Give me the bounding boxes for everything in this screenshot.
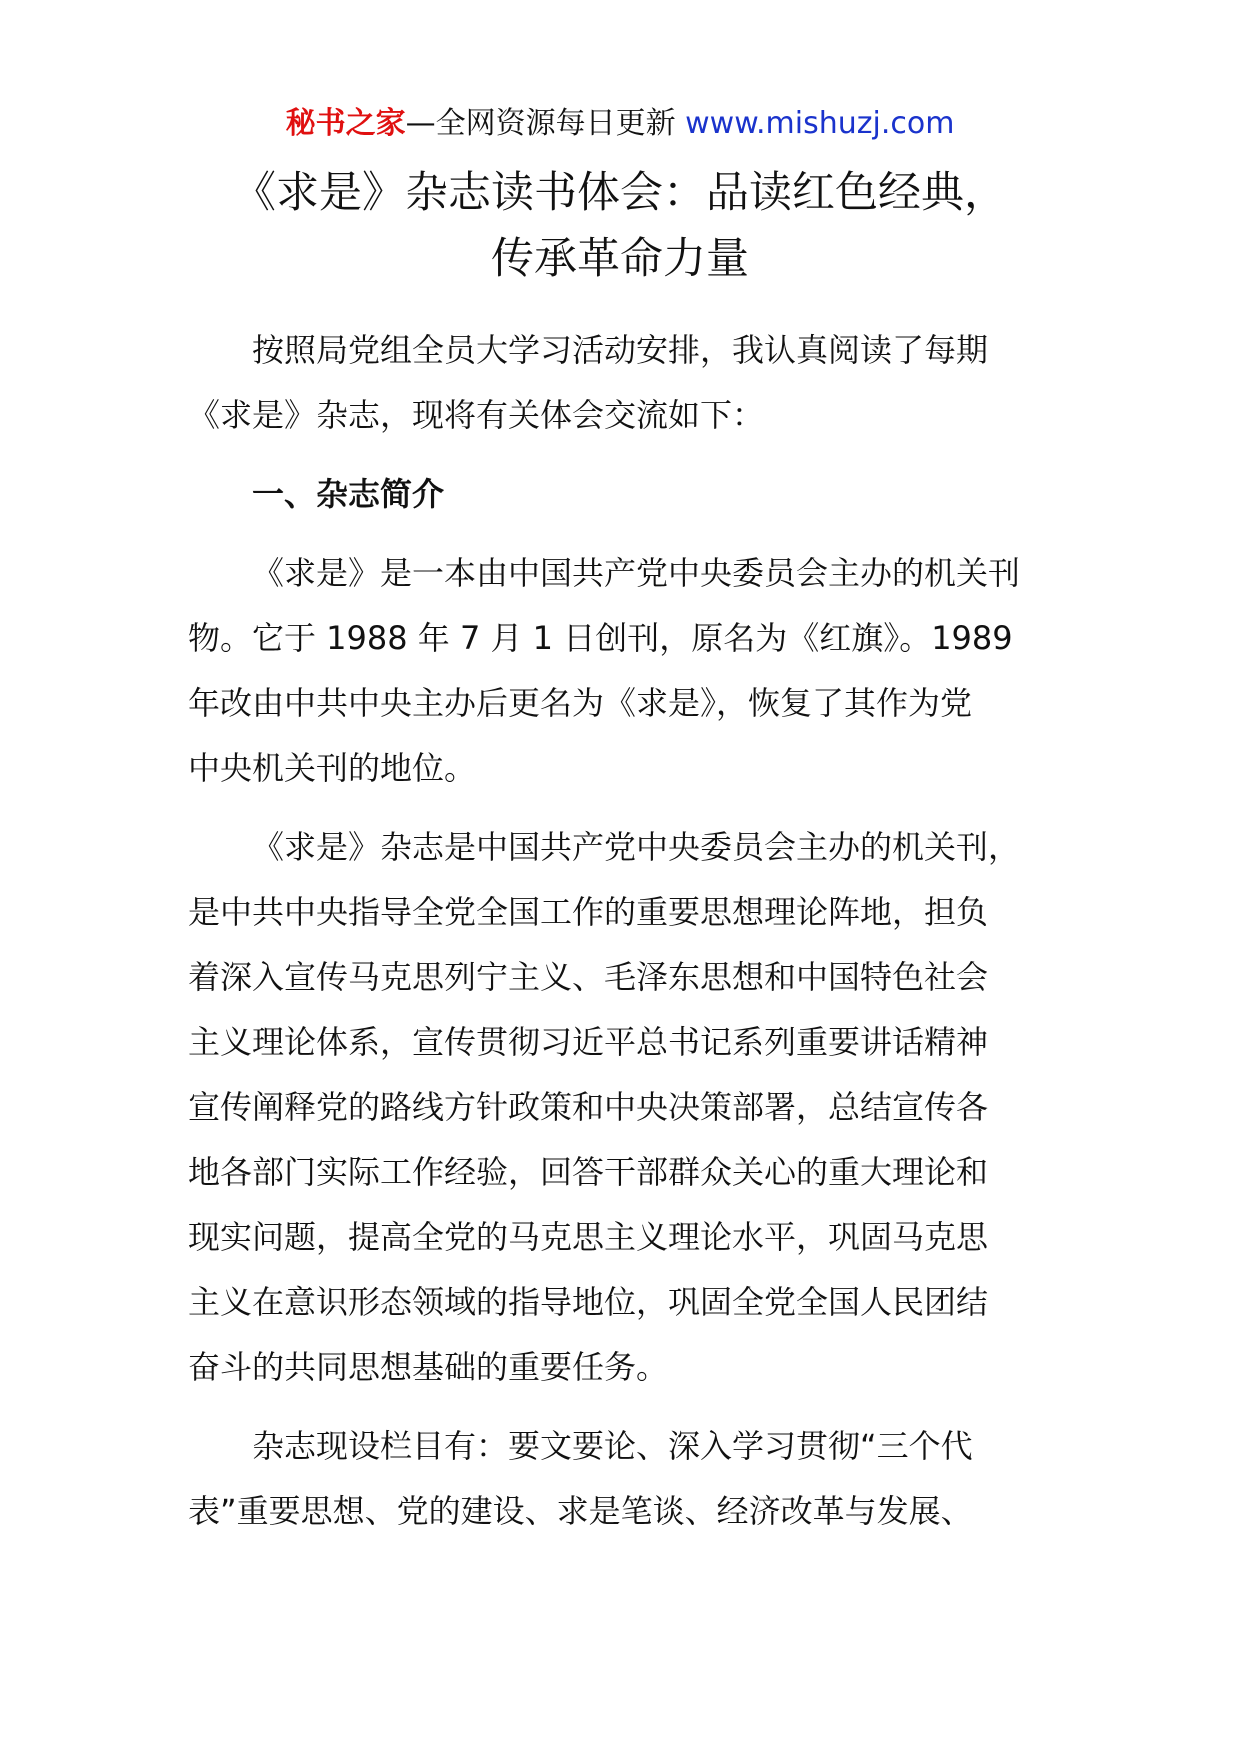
section-heading-magazine-intro: 一、杂志简介 (252, 475, 445, 513)
paragraph-intro (188, 318, 1054, 448)
paragraph-line: 《求是》是一本由中国共产党中央委员会主办的机关刊 (252, 554, 1021, 592)
paragraph-line: 物。它于 1988 年 7 月 1 日创刊，原名为《红旗》。1989 (188, 619, 1013, 657)
paragraph-columns (188, 1414, 1054, 1544)
paragraph-line: 表”重要思想、党的建设、求是笔谈、经济改革与发展、 (188, 1492, 973, 1530)
site-name: 秘书之家 (285, 106, 406, 141)
paragraph-mission (188, 815, 1054, 1400)
paragraph-line: 现实问题，提高全党的马克思主义理论水平，巩固马克思 (188, 1218, 989, 1256)
site-slogan: —全网资源每日更新 (405, 106, 676, 141)
paragraph-history (188, 541, 1054, 801)
title-line-2: 传承革命力量 (491, 234, 749, 284)
paragraph-line: 《求是》杂志，现将有关体会交流如下： (188, 396, 765, 434)
paragraph-line: 中央机关刊的地位。 (188, 749, 477, 787)
paragraph-line: 主义在意识形态领域的指导地位，巩固全党全国人民团结 (188, 1283, 989, 1321)
paragraph-line: 地各部门实际工作经验，回答干部群众关心的重大理论和 (188, 1153, 989, 1191)
site-url-link[interactable]: www.mishuzj.com (685, 106, 955, 141)
paragraph-line: 杂志现设栏目有：要文要论、深入学习贯彻“三个代 (252, 1427, 973, 1465)
paragraph-line: 奋斗的共同思想基础的重要任务。 (188, 1348, 669, 1386)
title-line-1: 《求是》杂志读书体会：品读红色经典， (233, 168, 1007, 218)
paragraph-line: 《求是》杂志是中国共产党中央委员会主办的机关刊， (252, 828, 1021, 866)
paragraph-line: 是中共中央指导全党全国工作的重要思想理论阵地，担负 (188, 893, 989, 931)
paragraph-line: 着深入宣传马克思列宁主义、毛泽东思想和中国特色社会 (188, 958, 989, 996)
site-header (0, 100, 1240, 148)
paragraph-line: 宣传阐释党的路线方针政策和中央决策部署，总结宣传各 (188, 1088, 989, 1126)
document-body (188, 318, 1054, 1544)
document-title (150, 160, 1090, 292)
paragraph-line: 年改由中共中央主办后更名为《求是》，恢复了其作为党 (188, 684, 973, 722)
paragraph-line: 主义理论体系，宣传贯彻习近平总书记系列重要讲话精神 (188, 1023, 989, 1061)
paragraph-line: 按照局党组全员大学习活动安排，我认真阅读了每期 (252, 331, 989, 369)
